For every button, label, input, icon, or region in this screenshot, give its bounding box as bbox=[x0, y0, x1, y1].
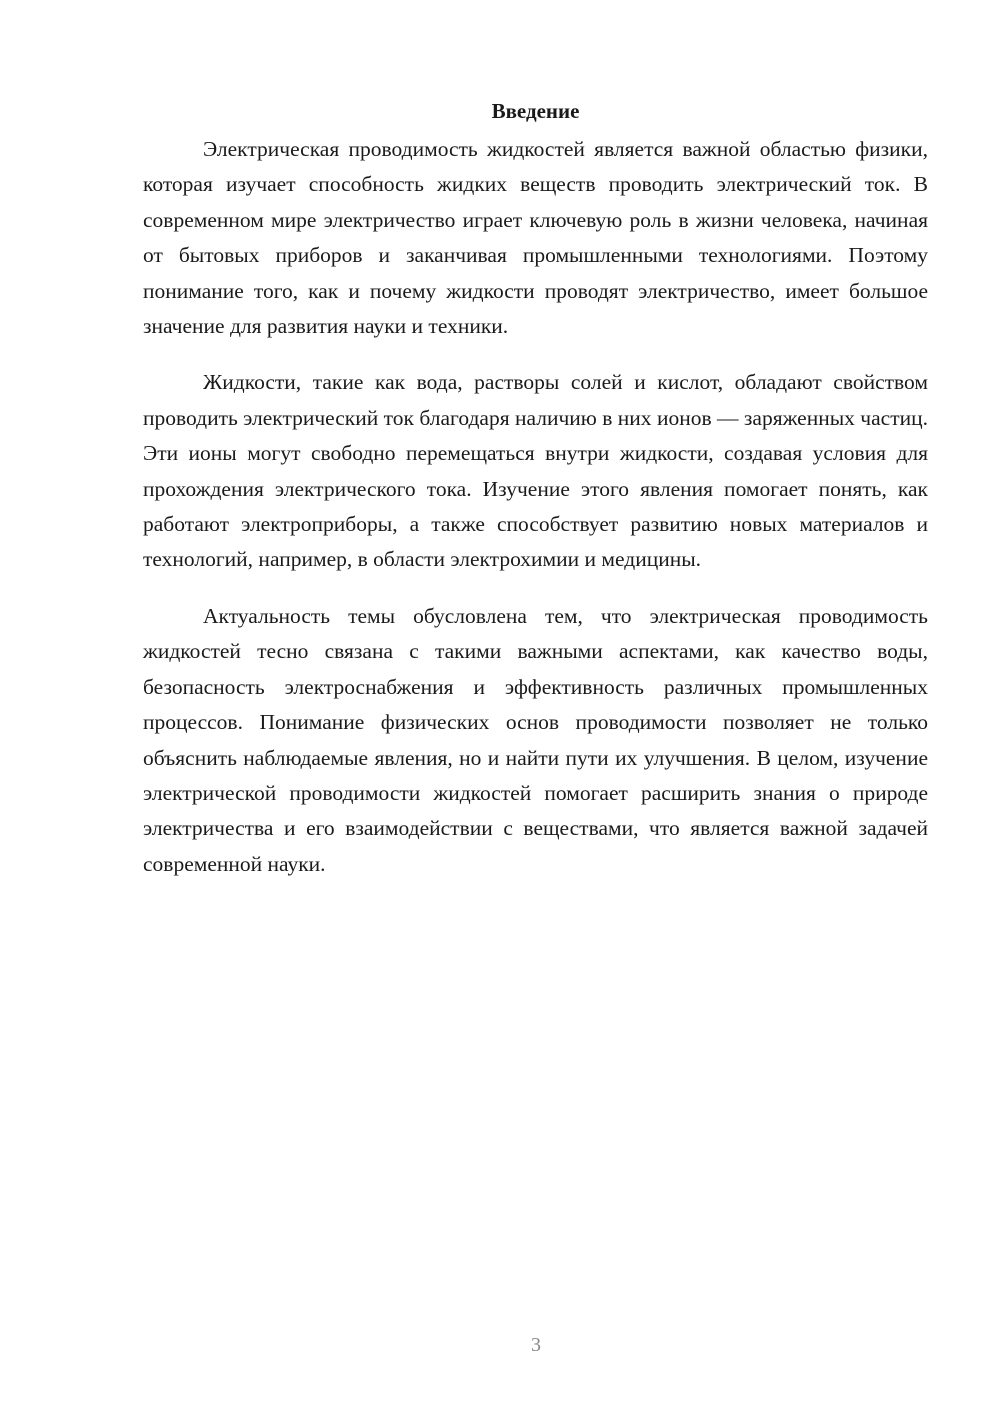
page-number: 3 bbox=[531, 1334, 541, 1356]
paragraph-3: Актуальность темы обусловлена тем, что электрическая проводимость жидкостей тесно связана с такими важными аспектами, как качество воды, безопасность электроснабжения и эффективность различных промышленных процессов. Понимание физических основ проводимости позволяет не только объяснить наблюдаемые явления, но и найти пути их улучшения. В целом, изучение электрической проводимости жидкостей помогает расширить знания о природе электричества и его взаимодействии с веществами, что является важной задачей современной науки. bbox=[143, 603, 928, 876]
paragraph-2: Жидкости, такие как вода, растворы солей и кислот, обладают свойством проводить электрический ток благодаря наличию в них ионов — заряженных частиц. Эти ионы могут свободно перемещаться внутри жидкости, создавая условия для прохождения электрического тока. Изучение этого явления помогает понять, как работают электроприборы, а также способствует развитию новых материалов и технологий, например, в области электрохимии и медицины. bbox=[143, 370, 928, 572]
section-heading: Введение bbox=[491, 99, 580, 123]
paragraph-1: Электрическая проводимость жидкостей является важной областью физики, которая изучает способность жидких веществ проводить электрический ток. В современном мире электричество играет ключевую роль в жизни человека, начиная от бытовых приборов и заканчивая промышленными технологиями. Поэтому понимание того, как и почему жидкости проводят электричество, имеет большое значение для развития науки и техники. bbox=[143, 137, 928, 339]
page-content bbox=[143, 96, 928, 903]
